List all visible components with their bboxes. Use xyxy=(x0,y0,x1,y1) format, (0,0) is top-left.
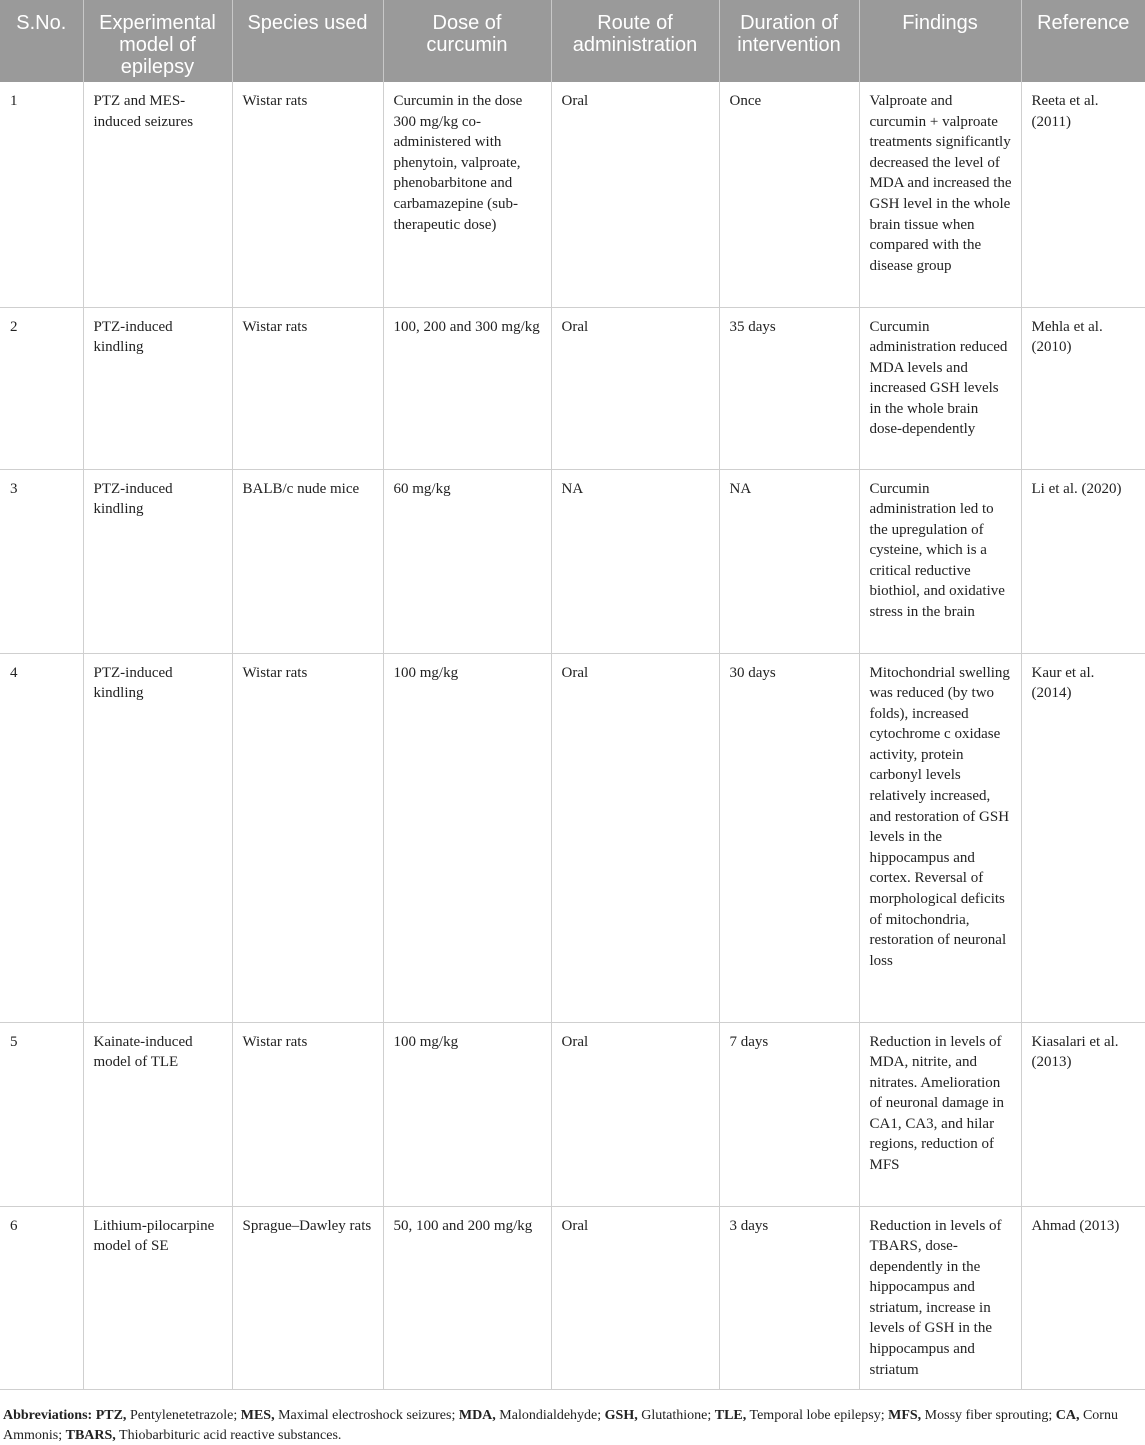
cell-model: PTZ-induced kindling xyxy=(83,307,232,469)
header-duration: Duration of intervention xyxy=(719,0,859,82)
cell-sno: 5 xyxy=(0,1022,83,1206)
cell-duration: Once xyxy=(719,82,859,307)
abbr-term: TLE, xyxy=(714,1408,747,1423)
cell-route: Oral xyxy=(551,82,719,307)
cell-reference: Li et al. (2020) xyxy=(1021,469,1145,653)
cell-duration: NA xyxy=(719,469,859,653)
abbr-term: PTZ, xyxy=(95,1408,127,1423)
cell-duration: 3 days xyxy=(719,1206,859,1389)
header-species: Species used xyxy=(232,0,383,82)
cell-findings: Mitochondrial swelling was reduced (by two folds), increased cytochrome c oxidase activity, protein carbonyl levels relatively increased, and restoration of GSH levels in the hippocampus and cortex. Reversal of morphological deficits of mitochondria, restoration of neuronal loss xyxy=(859,653,1021,1022)
table-row xyxy=(0,1206,1145,1389)
cell-route: Oral xyxy=(551,653,719,1022)
cell-reference: Ahmad (2013) xyxy=(1021,1206,1145,1389)
cell-findings: Curcumin administration reduced MDA levels and increased GSH levels in the whole brain dose-dependently xyxy=(859,307,1021,469)
cell-reference: Mehla et al. (2010) xyxy=(1021,307,1145,469)
cell-findings: Curcumin administration led to the upregulation of cysteine, which is a critical reductive biothiol, and oxidative stress in the brain xyxy=(859,469,1021,653)
abbr-definition: Cornu Ammonis; xyxy=(3,1408,1118,1443)
cell-dose: 60 mg/kg xyxy=(383,469,551,653)
cell-dose: 100 mg/kg xyxy=(383,653,551,1022)
cell-route: NA xyxy=(551,469,719,653)
header-route: Route of administration xyxy=(551,0,719,82)
table-row xyxy=(0,1022,1145,1206)
abbr-term: MFS, xyxy=(888,1408,922,1423)
table-row xyxy=(0,82,1145,307)
abbr-definition: Glutathione; xyxy=(637,1408,715,1423)
cell-model: PTZ-induced kindling xyxy=(83,469,232,653)
abbr-term: GSH, xyxy=(604,1408,638,1423)
abbreviations-footnote xyxy=(3,1406,1141,1445)
abbr-term: MDA, xyxy=(458,1408,496,1423)
abbr-definition: Maximal electroshock seizures; xyxy=(274,1408,459,1423)
cell-route: Oral xyxy=(551,307,719,469)
header-findings: Findings xyxy=(859,0,1021,82)
cell-model: PTZ and MES-induced seizures xyxy=(83,82,232,307)
header-dose: Dose of curcumin xyxy=(383,0,551,82)
cell-sno: 1 xyxy=(0,82,83,307)
cell-model: Lithium-pilocarpine model of SE xyxy=(83,1206,232,1389)
abbr-term: MES, xyxy=(240,1408,275,1423)
cell-findings: Reduction in levels of MDA, nitrite, and nitrates. Amelioration of neuronal damage in CA1, CA3, and hilar regions, reduction of MFS xyxy=(859,1022,1021,1206)
header-row xyxy=(0,0,1145,82)
cell-species: Wistar rats xyxy=(232,1022,383,1206)
cell-duration: 35 days xyxy=(719,307,859,469)
cell-sno: 6 xyxy=(0,1206,83,1389)
cell-species: Wistar rats xyxy=(232,307,383,469)
abbr-definition: Mossy fiber sprouting; xyxy=(921,1408,1056,1423)
abbr-definition: Temporal lobe epilepsy; xyxy=(746,1408,889,1423)
cell-route: Oral xyxy=(551,1022,719,1206)
cell-species: Wistar rats xyxy=(232,82,383,307)
header-model: Experimental model of epilepsy xyxy=(83,0,232,82)
cell-findings: Valproate and curcumin + valproate treatments significantly decreased the level of MDA and increased the GSH level in the whole brain tissue when compared with the disease group xyxy=(859,82,1021,307)
cell-reference: Kaur et al. (2014) xyxy=(1021,653,1145,1022)
table-row xyxy=(0,469,1145,653)
cell-model: Kainate-induced model of TLE xyxy=(83,1022,232,1206)
cell-sno: 3 xyxy=(0,469,83,653)
footnote-label: Abbreviations: xyxy=(3,1408,93,1423)
abbr-definition: Thiobarbituric acid reactive substances. xyxy=(115,1427,342,1443)
cell-species: BALB/c nude mice xyxy=(232,469,383,653)
table-row xyxy=(0,307,1145,469)
cell-findings: Reduction in levels of TBARS, dose-dependently in the hippocampus and striatum, increase in levels of GSH in the hippocampus and striatum xyxy=(859,1206,1021,1389)
cell-dose: Curcumin in the dose 300 mg/kg co-administered with phenytoin, valproate, phenobarbitone and carbamazepine (sub-therapeutic dose) xyxy=(383,82,551,307)
cell-sno: 2 xyxy=(0,307,83,469)
cell-dose: 50, 100 and 200 mg/kg xyxy=(383,1206,551,1389)
abbr-definition: Malondialdehyde; xyxy=(495,1408,605,1423)
cell-duration: 30 days xyxy=(719,653,859,1022)
cell-route: Oral xyxy=(551,1206,719,1389)
cell-dose: 100 mg/kg xyxy=(383,1022,551,1206)
cell-duration: 7 days xyxy=(719,1022,859,1206)
cell-reference: Reeta et al. (2011) xyxy=(1021,82,1145,307)
cell-species: Wistar rats xyxy=(232,653,383,1022)
cell-species: Sprague–Dawley rats xyxy=(232,1206,383,1389)
cell-sno: 4 xyxy=(0,653,83,1022)
abbr-definition: Pentylenetetrazole; xyxy=(126,1408,241,1423)
abbr-term: TBARS, xyxy=(65,1427,116,1443)
header-sno: S.No. xyxy=(0,0,83,82)
abbr-term: CA, xyxy=(1055,1408,1080,1423)
header-reference: Reference xyxy=(1021,0,1145,82)
cell-dose: 100, 200 and 300 mg/kg xyxy=(383,307,551,469)
table-row xyxy=(0,653,1145,1022)
cell-model: PTZ-induced kindling xyxy=(83,653,232,1022)
cell-reference: Kiasalari et al. (2013) xyxy=(1021,1022,1145,1206)
